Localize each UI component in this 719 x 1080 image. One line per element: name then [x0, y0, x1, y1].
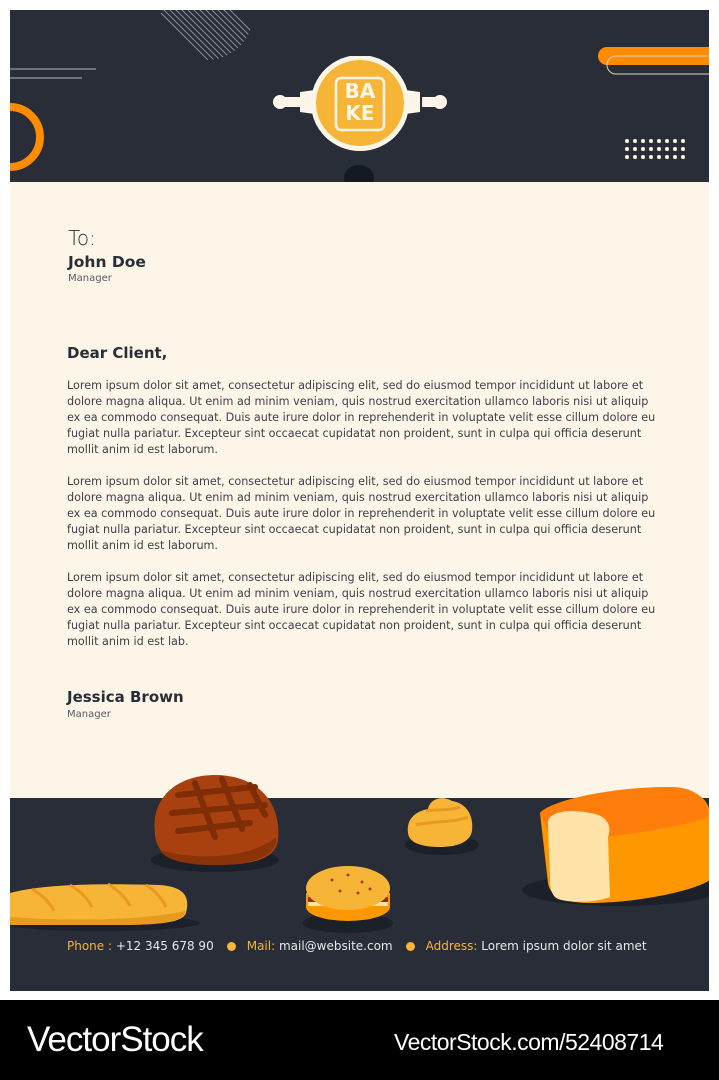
recipient-name: John Doe [68, 253, 146, 271]
to-label: To: [68, 226, 96, 250]
contact-info [67, 939, 647, 953]
address-value: Lorem ipsum dolor sit amet [481, 939, 647, 953]
bake-logo [272, 56, 448, 152]
phone-label: Phone : [67, 939, 113, 953]
logo-text-line2: KE [345, 101, 375, 125]
watermark-brand: VectorStock [27, 1020, 203, 1059]
sandwich-cookie-icon [303, 866, 393, 933]
signer-role: Manager [67, 709, 111, 720]
body-paragraph: Lorem ipsum dolor sit amet, consectetur adipiscing elit, sed do eiusmod tempor incididunt ut labore et dolore magna aliqua. Ut enim ad minim veniam, quis nostrud exercitation ullamco laboris nisi ut aliquip ex ea commodo consequat. Duis aute irure dolor in reprehenderit in voluptate velit esse cillum dolore eu fugiat nulla pariatur. Excepteur sint occaecat cupidatat non proident, sunt in culpa qui officia deserunt mollit anim id est lab. [67, 571, 656, 648]
bullet-dot-icon [227, 942, 236, 951]
greeting: Dear Client, [67, 344, 168, 362]
mail-label: Mail: [246, 939, 276, 953]
loaf-bread-icon [522, 787, 709, 906]
cream-puff-icon [405, 798, 479, 855]
watermark-url: VectorStock.com/52408714 [394, 1029, 664, 1055]
baguette-icon [10, 884, 200, 931]
body-paragraph: Lorem ipsum dolor sit amet, consectetur adipiscing elit, sed do eiusmod tempor incididunt ut labore et dolore magna aliqua. Ut enim ad minim veniam, quis nostrud exercitation ullamco laboris nisi ut aliquip ex ea commodo consequat. Duis aute irure dolor in reprehenderit in voluptate velit esse cillum dolore eu fugiat nulla pariatur. Excepteur sint occaecat cupidatat non proident, sunt in culpa qui officia deserunt mollit anim id est laborum. [67, 379, 656, 456]
mail-value: mail@website.com [278, 939, 393, 953]
bakery-illustrations [10, 765, 709, 935]
letterhead-page [10, 10, 709, 991]
watermark-bar [0, 1000, 719, 1080]
header-banner [10, 10, 709, 182]
body-paragraph: Lorem ipsum dolor sit amet, consectetur adipiscing elit, sed do eiusmod tempor incididunt ut labore et dolore magna aliqua. Ut enim ad minim veniam, quis nostrud exercitation ullamco laboris nisi ut aliquip ex ea commodo consequat. Duis aute irure dolor in reprehenderit in voluptate velit esse cillum dolore eu fugiat nulla pariatur. Excepteur sint occaecat cupidatat non proident, sunt in culpa qui officia deserunt mollit anim id est laborum. [67, 475, 656, 552]
address-label: Address: [425, 939, 478, 953]
recipient-role: Manager [68, 273, 112, 284]
logo-text-line1: BA [344, 79, 376, 103]
phone-value: +12 345 678 90 [115, 939, 214, 953]
bullet-dot-icon [406, 942, 415, 951]
round-bread-icon [151, 775, 279, 872]
signer-name: Jessica Brown [67, 688, 184, 706]
